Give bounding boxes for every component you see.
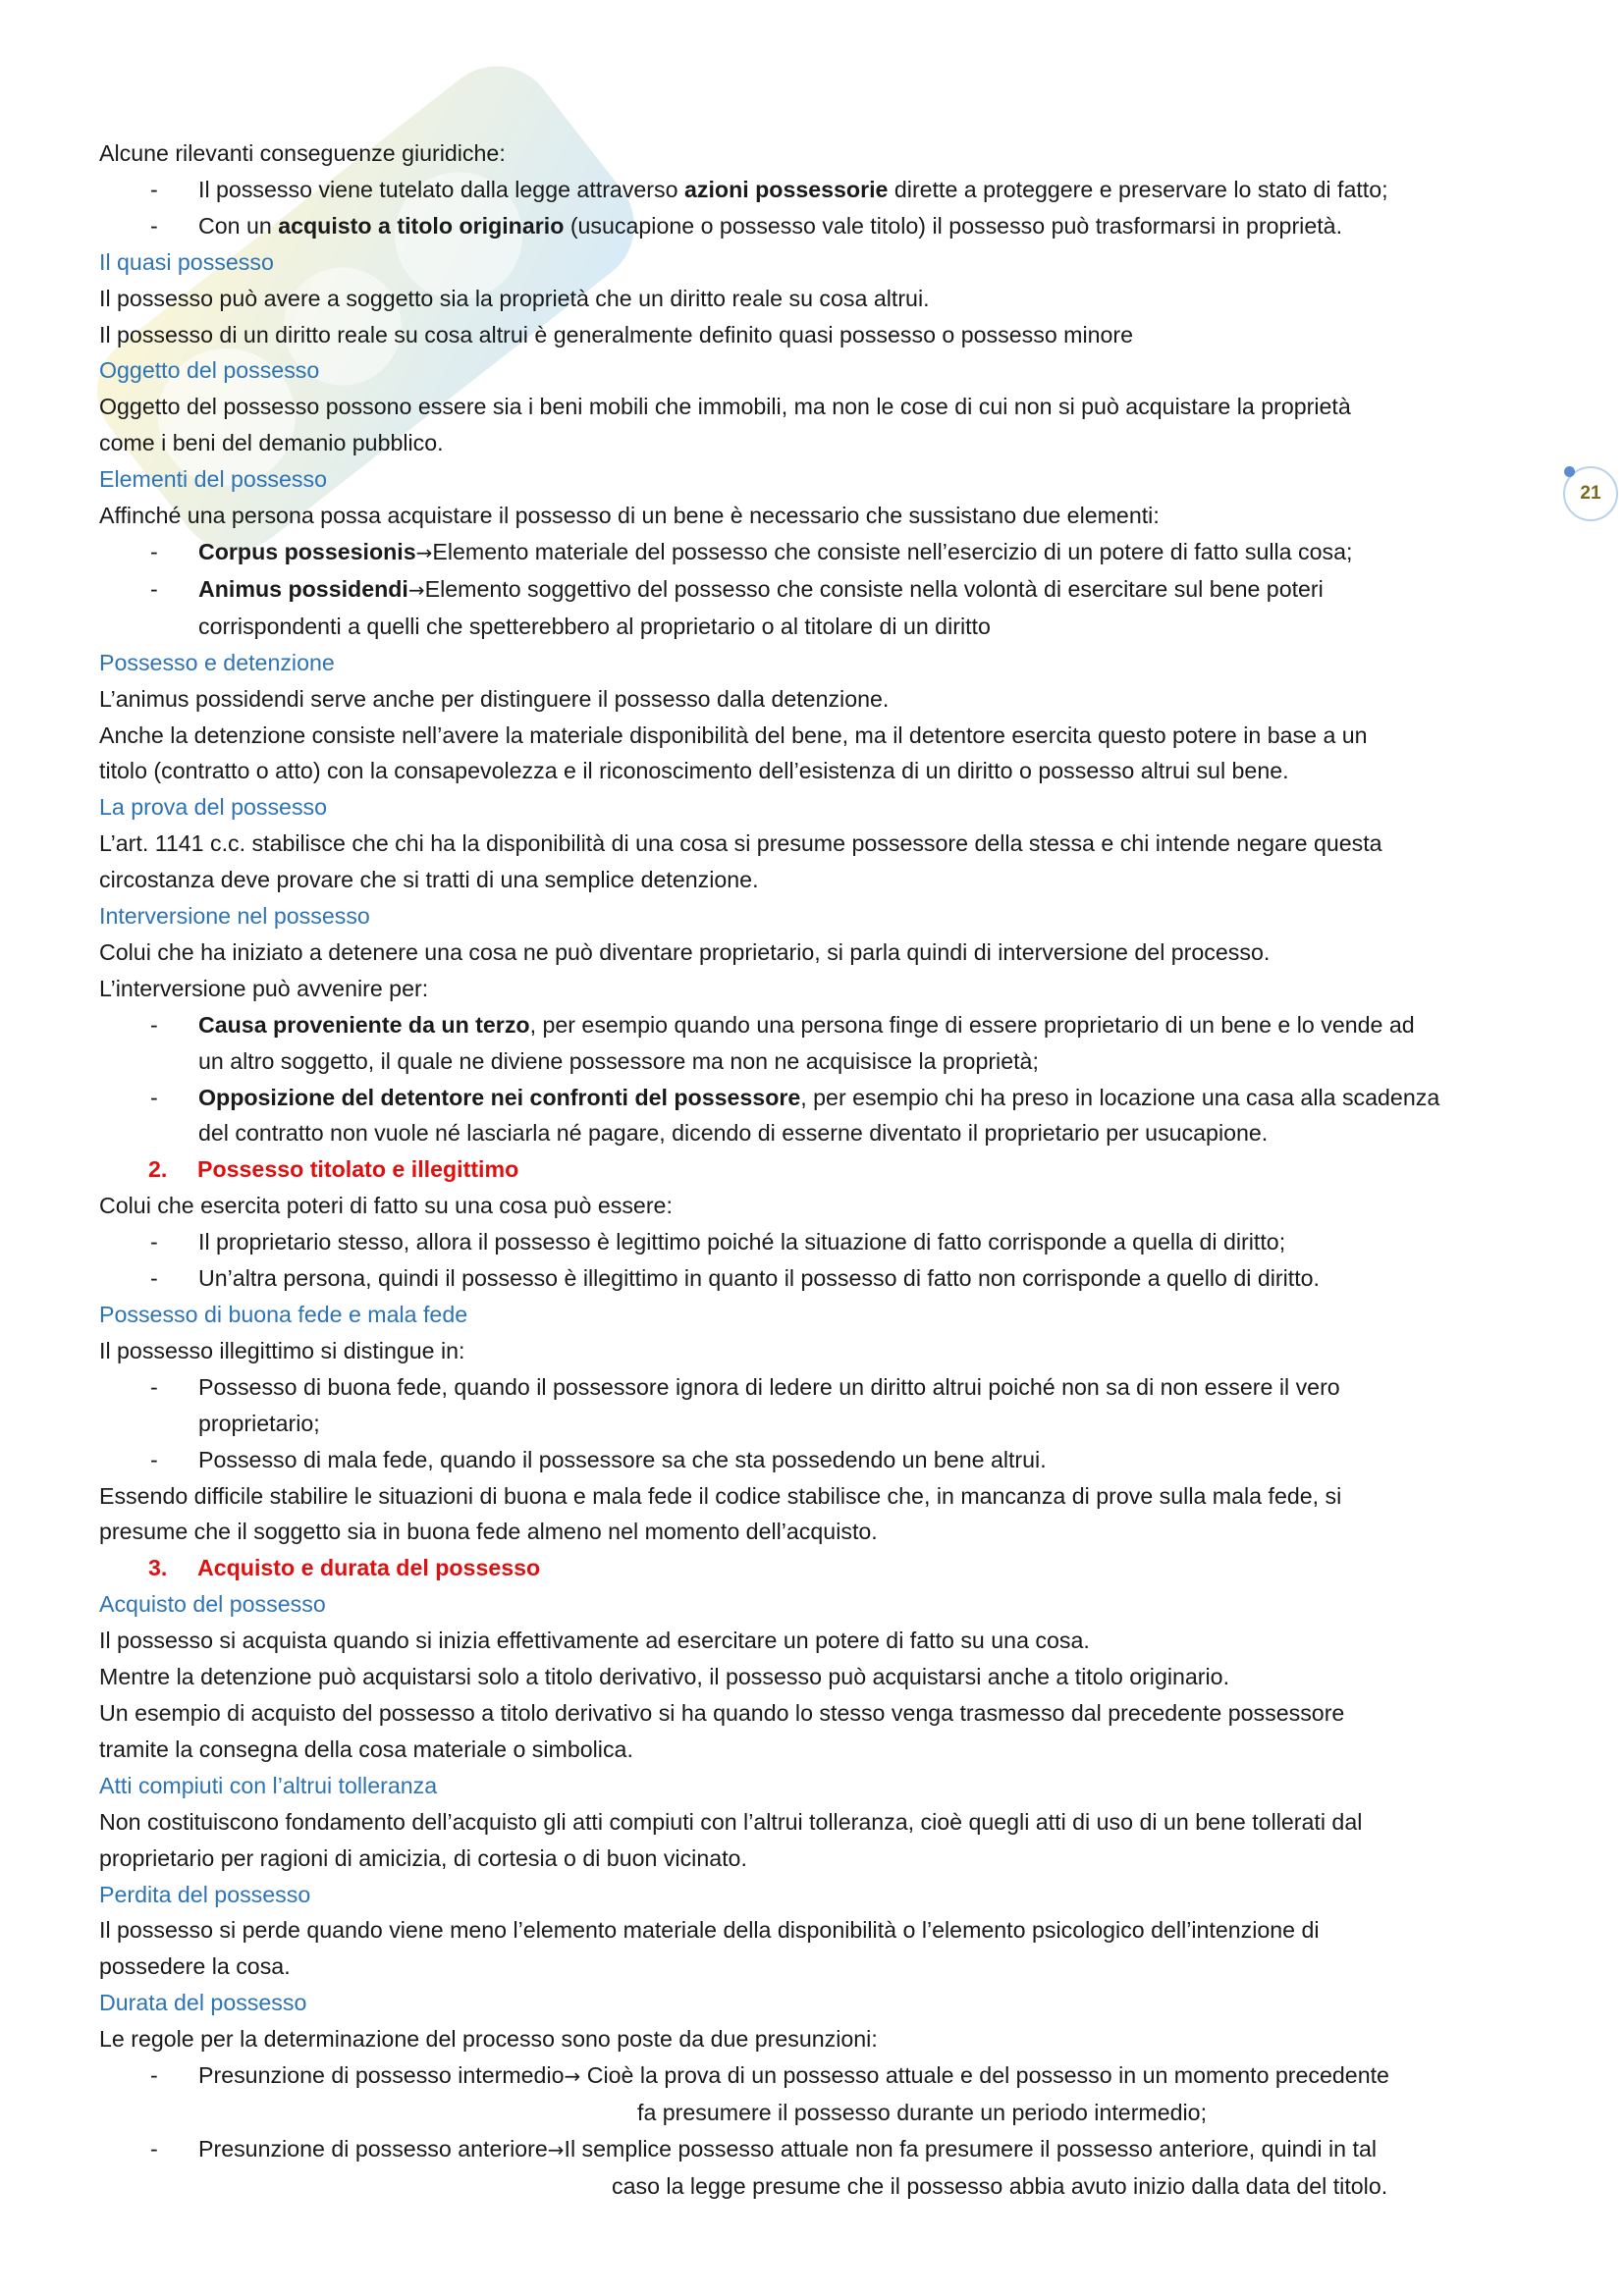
paragraph-line: [99, 1478, 1533, 1515]
subheading: [99, 1768, 1533, 1804]
paragraph-text: titolo (contratto o atto) con la consapevolezza e il riconoscimento dell’esistenza di un diritto o possesso altrui sul bene.: [99, 758, 1289, 784]
paragraph-line: [99, 425, 1533, 461]
subheading-text: Atti compiuti con l’altrui tolleranza: [99, 1772, 438, 1798]
paragraph-text: Oggetto del possesso possono essere sia i beni mobili che immobili, ma non le cose di cui non si può acquistare la proprietà: [99, 394, 1351, 420]
subheading: [99, 645, 1533, 681]
subheading-text: Elementi del possesso: [99, 466, 327, 493]
bullet-continuation: [99, 1043, 1533, 1080]
bullet-dash-icon: -: [150, 1229, 158, 1255]
bullet-text: Cioè la prova di un possesso attuale e del possesso in un momento precedente: [580, 2062, 1389, 2089]
bullet-continuation: [99, 2168, 1533, 2205]
paragraph-text: tramite la consegna della cosa materiale o simbolica.: [99, 1735, 633, 1762]
paragraph-line: [99, 317, 1533, 353]
subheading-text: La prova del possesso: [99, 794, 328, 821]
subheading: [99, 898, 1533, 934]
bullet-continuation: [99, 1115, 1533, 1151]
bullet-text: proprietario;: [198, 1410, 320, 1436]
bullet-dash-icon: -: [150, 2062, 158, 2089]
bullet-text: Elemento materiale del possesso che consiste nell’esercizio di un potere di fatto sulla cosa;: [432, 538, 1353, 564]
bullet-bold-term: Corpus possesionis: [198, 538, 416, 564]
paragraph-line: [99, 1804, 1533, 1841]
bullet-dash-icon: -: [150, 538, 158, 564]
paragraph-line: [99, 1695, 1533, 1732]
paragraph-text: Essendo difficile stabilire le situazioni di buona e mala fede il codice stabilisce che, in mancanza di prove sulla mala fede, si: [99, 1482, 1342, 1509]
bullet-item: [99, 1080, 1533, 1116]
subheading: [99, 1877, 1533, 1913]
bullet-bold-term: azioni possessorie: [683, 176, 889, 202]
paragraph-text: Colui che ha iniziato a detenere una cosa ne può diventare proprietario, si parla quindi di interversione del processo.: [99, 938, 1271, 965]
bullet-item: [99, 1007, 1533, 1043]
section-number: 2.: [148, 1156, 168, 1183]
subheading-text: Perdita del possesso: [99, 1881, 311, 1907]
paragraph-text: L’interversione può avvenire per:: [99, 975, 429, 1001]
bullet-text: dirette a proteggere e preservare lo stato di fatto;: [888, 176, 1388, 202]
subheading-text: Durata del possesso: [99, 1990, 307, 2016]
section-heading: [99, 1151, 1533, 1188]
bullet-dash-icon: -: [150, 1446, 158, 1472]
bullet-dash-icon: -: [150, 1011, 158, 1038]
bullet-continuation: [99, 609, 1533, 645]
bullet-bold-term: Animus possidendi: [198, 575, 408, 602]
paragraph-line: [99, 681, 1533, 718]
paragraph-line: [99, 826, 1533, 862]
bullet-item: [99, 571, 1533, 609]
bullet-item: [99, 534, 1533, 571]
paragraph-text: possedere la cosa.: [99, 1953, 291, 1980]
paragraph-text: Anche la detenzione consiste nell’avere la materiale disponibilità del bene, ma il detentore esercita questo potere in base a un: [99, 721, 1368, 748]
paragraph-text: Colui che esercita poteri di fatto su una cosa può essere:: [99, 1193, 673, 1219]
bullet-item: [99, 1442, 1533, 1478]
bullet-text: Con un: [198, 212, 279, 239]
bullet-text: corrispondenti a quelli che spetterebbero al proprietario o al titolare di un diritto: [198, 613, 991, 639]
subheading: [99, 461, 1533, 498]
arrow-icon: →: [415, 540, 433, 564]
paragraph-text: Il possesso illegittimo si distingue in:: [99, 1337, 465, 1363]
bullet-bold-term: acquisto a titolo originario: [278, 212, 565, 239]
bullet-text: caso la legge presume che il possesso abbia avuto inizio dalla data del titolo.: [612, 2172, 1388, 2199]
arrow-icon: →: [407, 577, 425, 602]
paragraph-line: [99, 1188, 1533, 1224]
paragraph-text: Il possesso può avere a soggetto sia la proprietà che un diritto reale su cosa altrui.: [99, 285, 930, 311]
paragraph-text: Alcune rilevanti conseguenze giuridiche:: [99, 140, 506, 166]
subheading-text: Acquisto del possesso: [99, 1591, 326, 1618]
paragraph-text: circostanza deve provare che si tratti di una semplice detenzione.: [99, 867, 759, 893]
paragraph-line: [99, 1659, 1533, 1695]
paragraph-text: L’animus possidendi serve anche per distinguere il possesso dalla detenzione.: [99, 685, 890, 712]
badge-dot-icon: [1564, 466, 1575, 477]
paragraph-line: [99, 1912, 1533, 1949]
paragraph-text: Il possesso si perde quando viene meno l’elemento materiale della disponibilità o l’elemento psicologico dell’intenzione di: [99, 1917, 1320, 1944]
paragraph-line: [99, 1949, 1533, 1985]
bullet-text: Il proprietario stesso, allora il possesso è legittimo poiché la situazione di fatto corrisponde a quella di diritto;: [198, 1229, 1286, 1255]
bullet-text: Il semplice possesso attuale non fa presumere il possesso anteriore, quindi in tal: [564, 2135, 1377, 2162]
paragraph-line: [99, 971, 1533, 1007]
bullet-bold-term: Causa proveniente da un terzo: [198, 1011, 530, 1038]
paragraph-line: [99, 2021, 1533, 2057]
paragraph-text: L’art. 1141 c.c. stabilisce che chi ha la disponibilità di una cosa si presume possessore della stessa e chi intende negare questa: [99, 830, 1382, 857]
paragraph-text: Affinché una persona possa acquistare il possesso di un bene è necessario che sussistano due elementi:: [99, 503, 1160, 529]
subheading: [99, 789, 1533, 826]
bullet-item: [99, 2057, 1533, 2095]
page-number-badge: [1563, 466, 1618, 521]
bullet-dash-icon: -: [150, 575, 158, 602]
bullet-dash-icon: -: [150, 176, 158, 202]
paragraph-line: [99, 1514, 1533, 1550]
bullet-dash-icon: -: [150, 212, 158, 239]
bullet-continuation: [99, 1406, 1533, 1442]
bullet-text: Un’altra persona, quindi il possesso è illegittimo in quanto il possesso di fatto non corrisponde a quello di diritto.: [198, 1265, 1320, 1292]
bullet-text: Presunzione di possesso anteriore: [198, 2135, 548, 2162]
paragraph-text: Il possesso di un diritto reale su cosa altrui è generalmente definito quasi possesso o possesso minore: [99, 321, 1134, 347]
subheading: [99, 1586, 1533, 1623]
paragraph-line: [99, 1623, 1533, 1659]
paragraph-line: [99, 862, 1533, 898]
section-number: 3.: [148, 1555, 168, 1581]
section-title: Possesso titolato e illegittimo: [197, 1156, 519, 1183]
page-number: 21: [1580, 483, 1601, 504]
subheading-text: Oggetto del possesso: [99, 357, 320, 384]
bullet-item: [99, 1369, 1533, 1406]
bullet-text: Il possesso viene tutelato dalla legge attraverso: [198, 176, 684, 202]
paragraph-line: [99, 753, 1533, 789]
subheading: [99, 1985, 1533, 2021]
paragraph-line: [99, 135, 1533, 172]
bullet-bold-term: Opposizione del detentore nei confronti del possessore: [198, 1084, 801, 1110]
arrow-icon: →: [547, 2137, 565, 2162]
paragraph-line: [99, 1841, 1533, 1877]
bullet-text: del contratto non vuole né lasciarla né pagare, dicendo di esserne diventato il proprietario per usucapione.: [198, 1120, 1269, 1147]
document-body: [99, 135, 1533, 2205]
bullet-item: [99, 208, 1533, 244]
subheading: [99, 352, 1533, 389]
paragraph-line: [99, 718, 1533, 754]
paragraph-text: Le regole per la determinazione del processo sono poste da due presunzioni:: [99, 2026, 878, 2053]
bullet-dash-icon: -: [150, 1373, 158, 1400]
subheading-text: Interversione nel possesso: [99, 903, 370, 930]
bullet-continuation: [99, 2095, 1533, 2131]
bullet-item: [99, 172, 1533, 208]
arrow-icon: →: [564, 2064, 581, 2089]
paragraph-line: [99, 389, 1533, 425]
section-title: Acquisto e durata del possesso: [197, 1555, 541, 1581]
bullet-item: [99, 1260, 1533, 1297]
paragraph-line: [99, 1333, 1533, 1369]
subheading-text: Il quasi possesso: [99, 248, 274, 275]
bullet-item: [99, 1224, 1533, 1260]
bullet-text: , per esempio chi ha preso in locazione una casa alla scadenza: [800, 1084, 1440, 1110]
paragraph-text: presume che il soggetto sia in buona fede almeno nel momento dell’acquisto.: [99, 1519, 878, 1545]
bullet-text: fa presumere il possesso durante un periodo intermedio;: [637, 2099, 1208, 2125]
bullet-text: Possesso di mala fede, quando il possessore sa che sta possedendo un bene altrui.: [198, 1446, 1047, 1472]
paragraph-text: Mentre la detenzione può acquistarsi solo a titolo derivativo, il possesso può acquistarsi anche a titolo originario.: [99, 1664, 1230, 1690]
subheading: [99, 1297, 1533, 1333]
bullet-text: un altro soggetto, il quale ne diviene possessore ma non ne acquisisce la proprietà;: [198, 1047, 1039, 1074]
subheading-text: Possesso e detenzione: [99, 649, 335, 675]
paragraph-line: [99, 934, 1533, 971]
paragraph-text: come i beni del demanio pubblico.: [99, 430, 444, 456]
bullet-dash-icon: -: [150, 1084, 158, 1110]
paragraph-text: Il possesso si acquista quando si inizia effettivamente ad esercitare un potere di fatto su una cosa.: [99, 1628, 1090, 1654]
bullet-text: , per esempio quando una persona finge di essere proprietario di un bene e lo vende ad: [529, 1011, 1415, 1038]
bullet-item: [99, 2131, 1533, 2168]
subheading: [99, 244, 1533, 281]
bullet-text: Possesso di buona fede, quando il possessore ignora di ledere un diritto altrui poiché non sa di non essere il vero: [198, 1373, 1340, 1400]
paragraph-text: proprietario per ragioni di amicizia, di cortesia o di buon vicinato.: [99, 1844, 747, 1871]
bullet-dash-icon: -: [150, 2135, 158, 2162]
bullet-text: Presunzione di possesso intermedio: [198, 2062, 565, 2089]
section-heading: [99, 1550, 1533, 1586]
paragraph-text: Un esempio di acquisto del possesso a titolo derivativo si ha quando lo stesso venga trasmesso dal precedente possessore: [99, 1699, 1345, 1726]
paragraph-text: Non costituiscono fondamento dell’acquisto gli atti compiuti con l’altrui tolleranza, cioè quegli atti di uso di un bene tollerati dal: [99, 1808, 1363, 1835]
bullet-text: Elemento soggettivo del possesso che consiste nella volontà di esercitare sul bene poteri: [424, 575, 1324, 602]
subheading-text: Possesso di buona fede e mala fede: [99, 1302, 468, 1327]
paragraph-line: [99, 281, 1533, 317]
bullet-dash-icon: -: [150, 1265, 158, 1292]
bullet-text: (usucapione o possesso vale titolo) il possesso può trasformarsi in proprietà.: [564, 212, 1343, 239]
paragraph-line: [99, 498, 1533, 534]
paragraph-line: [99, 1732, 1533, 1768]
